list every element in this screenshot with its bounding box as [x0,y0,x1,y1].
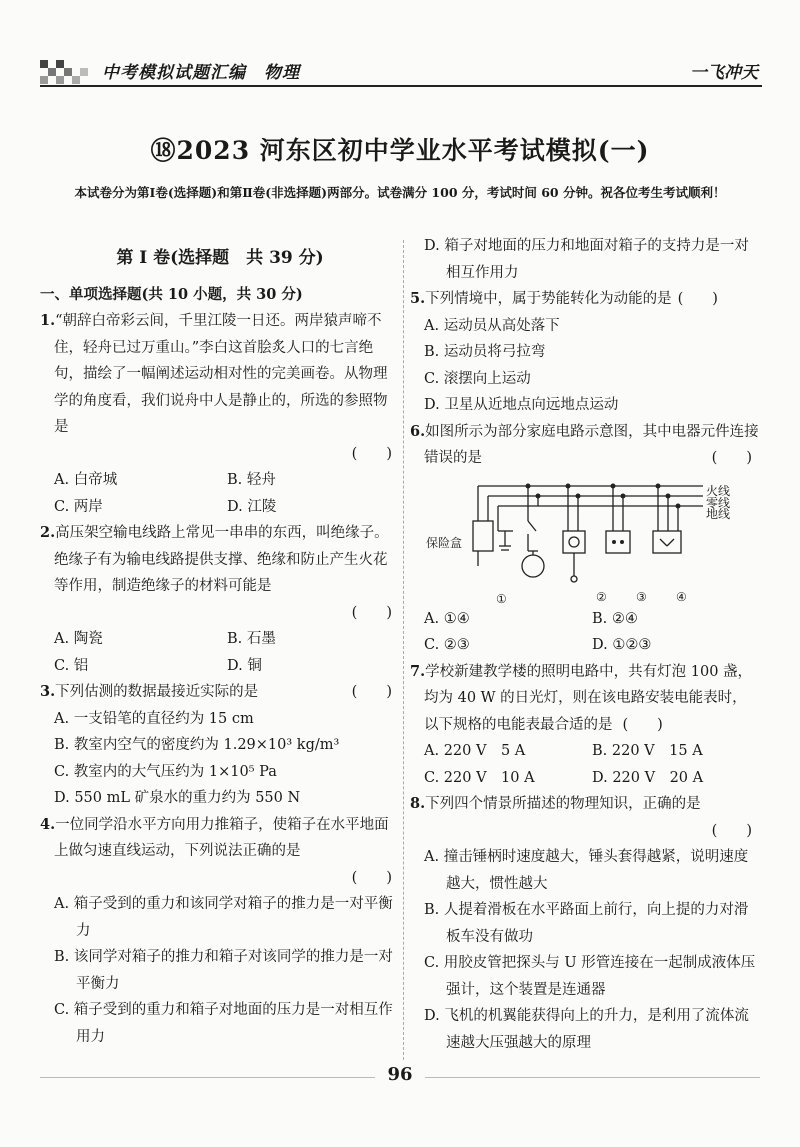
question-number: 8. [410,795,426,812]
option-a: A. 220 V 5 A [424,743,526,759]
page-number: 96 [387,1064,413,1085]
question-2 [40,520,400,679]
answer-paren: ( ) [711,450,752,466]
question-stem: 下列估测的数据最接近实际的是 [55,684,259,700]
fuse-box-label: 保险盒 [426,535,463,550]
option-a: A. 白帝城 [54,472,118,488]
option-d: D. 江陵 [227,498,277,515]
question-8 [410,791,760,1056]
option-c: C. ②③ [424,637,470,653]
option-c: C. 教室内的大气压约为 1×10⁵ Pa [54,763,277,780]
answer-paren: ( ) [351,869,392,886]
left-column [40,245,400,1050]
option-b: B. 教室内空气的密度约为 1.29×10³ kg/m³ [54,737,340,753]
option-b: B. 运动员将弓拉弯 [424,344,546,360]
option-a: A. ①④ [424,610,470,627]
question-stem: 下列情境中，属于势能转化为动能的是 [425,291,672,307]
question-7 [410,659,760,792]
option-b: B. 220 V 15 A [592,743,703,759]
option-c: C. 箱子受到的重力和箱子对地面的压力是一对相互作用力 [54,1002,393,1045]
right-column [410,233,760,1056]
option-d: D. 220 V 20 A [592,769,704,786]
live-wire-label: 火线 [706,483,731,498]
brand-logo: 一飞冲天 [690,63,758,83]
option-d: D. 铜 [227,657,262,674]
question-3 [40,679,400,812]
answer-paren: ( ) [351,684,392,700]
answer-paren: ( ) [351,445,392,462]
question-number: 2. [40,524,56,541]
option-a: A. 箱子受到的重力和该同学对箱子的推力是一对平衡力 [54,896,393,939]
option-c: C. 两岸 [54,498,103,515]
option-d: D. 飞机的机翼能获得向上的升力，是利用了流体流速越大压强越大的原理 [424,1008,749,1051]
option-a: A. 一支铅笔的直径约为 15 cm [54,710,254,727]
question-stem: “朝辞白帝彩云间，千里江陵一日还。两岸猿声啼不住，轻舟已过万重山。”李白这首脍炙人口的七言绝句，描绘了一幅阐述运动相对性的完美画卷。从物理学的角度看，我们说舟中人是静止的，所选的参照物是 [54,313,388,435]
option-b: B. 石墨 [227,631,276,647]
answer-paren: ( ) [351,604,392,621]
component-4-label: ④ [676,589,687,604]
series-title: 中考模拟试题汇编 物理 [102,63,300,83]
option-a: A. 陶瓷 [54,631,103,647]
component-1-label: ① [496,591,507,606]
question-stem: 如图所示为部分家庭电路示意图，其中电器元件连接错误的是 [424,423,759,466]
question-number: 7. [410,662,426,680]
question-4 [40,812,400,1051]
component-2-label: ② [596,589,607,604]
question-number: 5. [410,290,426,307]
option-c: C. 220 V 10 A [424,769,535,786]
part-heading: 第 Ⅰ 卷(选择题 共 39 分) [116,248,324,268]
option-b: B. 人提着滑板在水平路面上前行，向上提的力对滑板车没有做功 [424,902,749,945]
question-1 [40,308,400,520]
header-divider [40,85,762,87]
option-a: A. 运动员从高处落下 [424,317,560,334]
option-c: C. 滚摆向上运动 [424,370,531,387]
circuit-diagram [418,476,748,606]
ground-wire-label: 地线 [706,506,731,521]
header-pattern [40,60,95,84]
q4-option-d: D. 箱子对地面的压力和地面对箱子的支持力是一对相互作用力 [424,238,749,281]
question-5 [410,286,760,419]
answer-paren: ( ) [677,291,718,307]
section-heading: 一、单项选择题(共 10 小题，共 30 分) [40,285,303,303]
question-number: 1. [40,312,56,329]
answer-paren: ( ) [711,822,752,839]
question-number: 6. [410,422,426,440]
question-stem: 下列四个情景所描述的物理知识，正确的是 [425,796,701,812]
question-stem: 一位同学沿水平方向用力推箱子，使箱子在水平地面上做匀速直线运动，下列说法正确的是 [54,816,389,859]
option-b: B. ②④ [592,610,638,627]
question-number: 4. [40,815,56,833]
option-b: B. 轻舟 [227,472,276,488]
option-a: A. 撞击锤柄时速度越大，锤头套得越紧，说明速度越大，惯性越大 [424,849,749,892]
option-c: C. 铝 [54,657,89,674]
question-number: 3. [40,683,56,700]
answer-paren: ( ) [622,716,663,733]
option-d: D. 卫星从近地点向远地点运动 [424,397,619,413]
component-3-label: ③ [636,589,647,604]
option-c: C. 用胶皮管把探头与 U 形管连接在一起制成液体压强计，这个装置是连通器 [424,955,756,998]
option-d: D. 550 mL 矿泉水的重力约为 550 N [54,790,301,806]
question-stem: 高压架空输电线路上常见一串串的东西，叫绝缘子。绝缘子有为输电线路提供支撑、绝缘和防止产生火花等作用，制造绝缘子的材料可能是 [54,525,389,594]
column-divider [403,240,404,1060]
exam-title: ⑱2023 河东区初中学业水平考试模拟(一) [150,136,650,165]
question-stem: 学校新建教学楼的照明电路中，共有灯泡 100 盏，均为 40 W 的日光灯，则在该电路安装电能表时，以下规格的电能表最合适的是 [424,663,753,733]
option-d: D. ①②③ [592,637,652,653]
option-b: B. 该同学对箱子的推力和箱子对该同学的推力是一对平衡力 [54,949,393,992]
exam-note: 本试卷分为第Ⅰ卷(选择题)和第Ⅱ卷(非选择题)两部分。试卷满分 100 分，考试时间 60 分钟。祝各位考生考试顺利！ [74,185,726,200]
question-6 [410,419,760,659]
neutral-wire-label: 零线 [706,495,731,510]
